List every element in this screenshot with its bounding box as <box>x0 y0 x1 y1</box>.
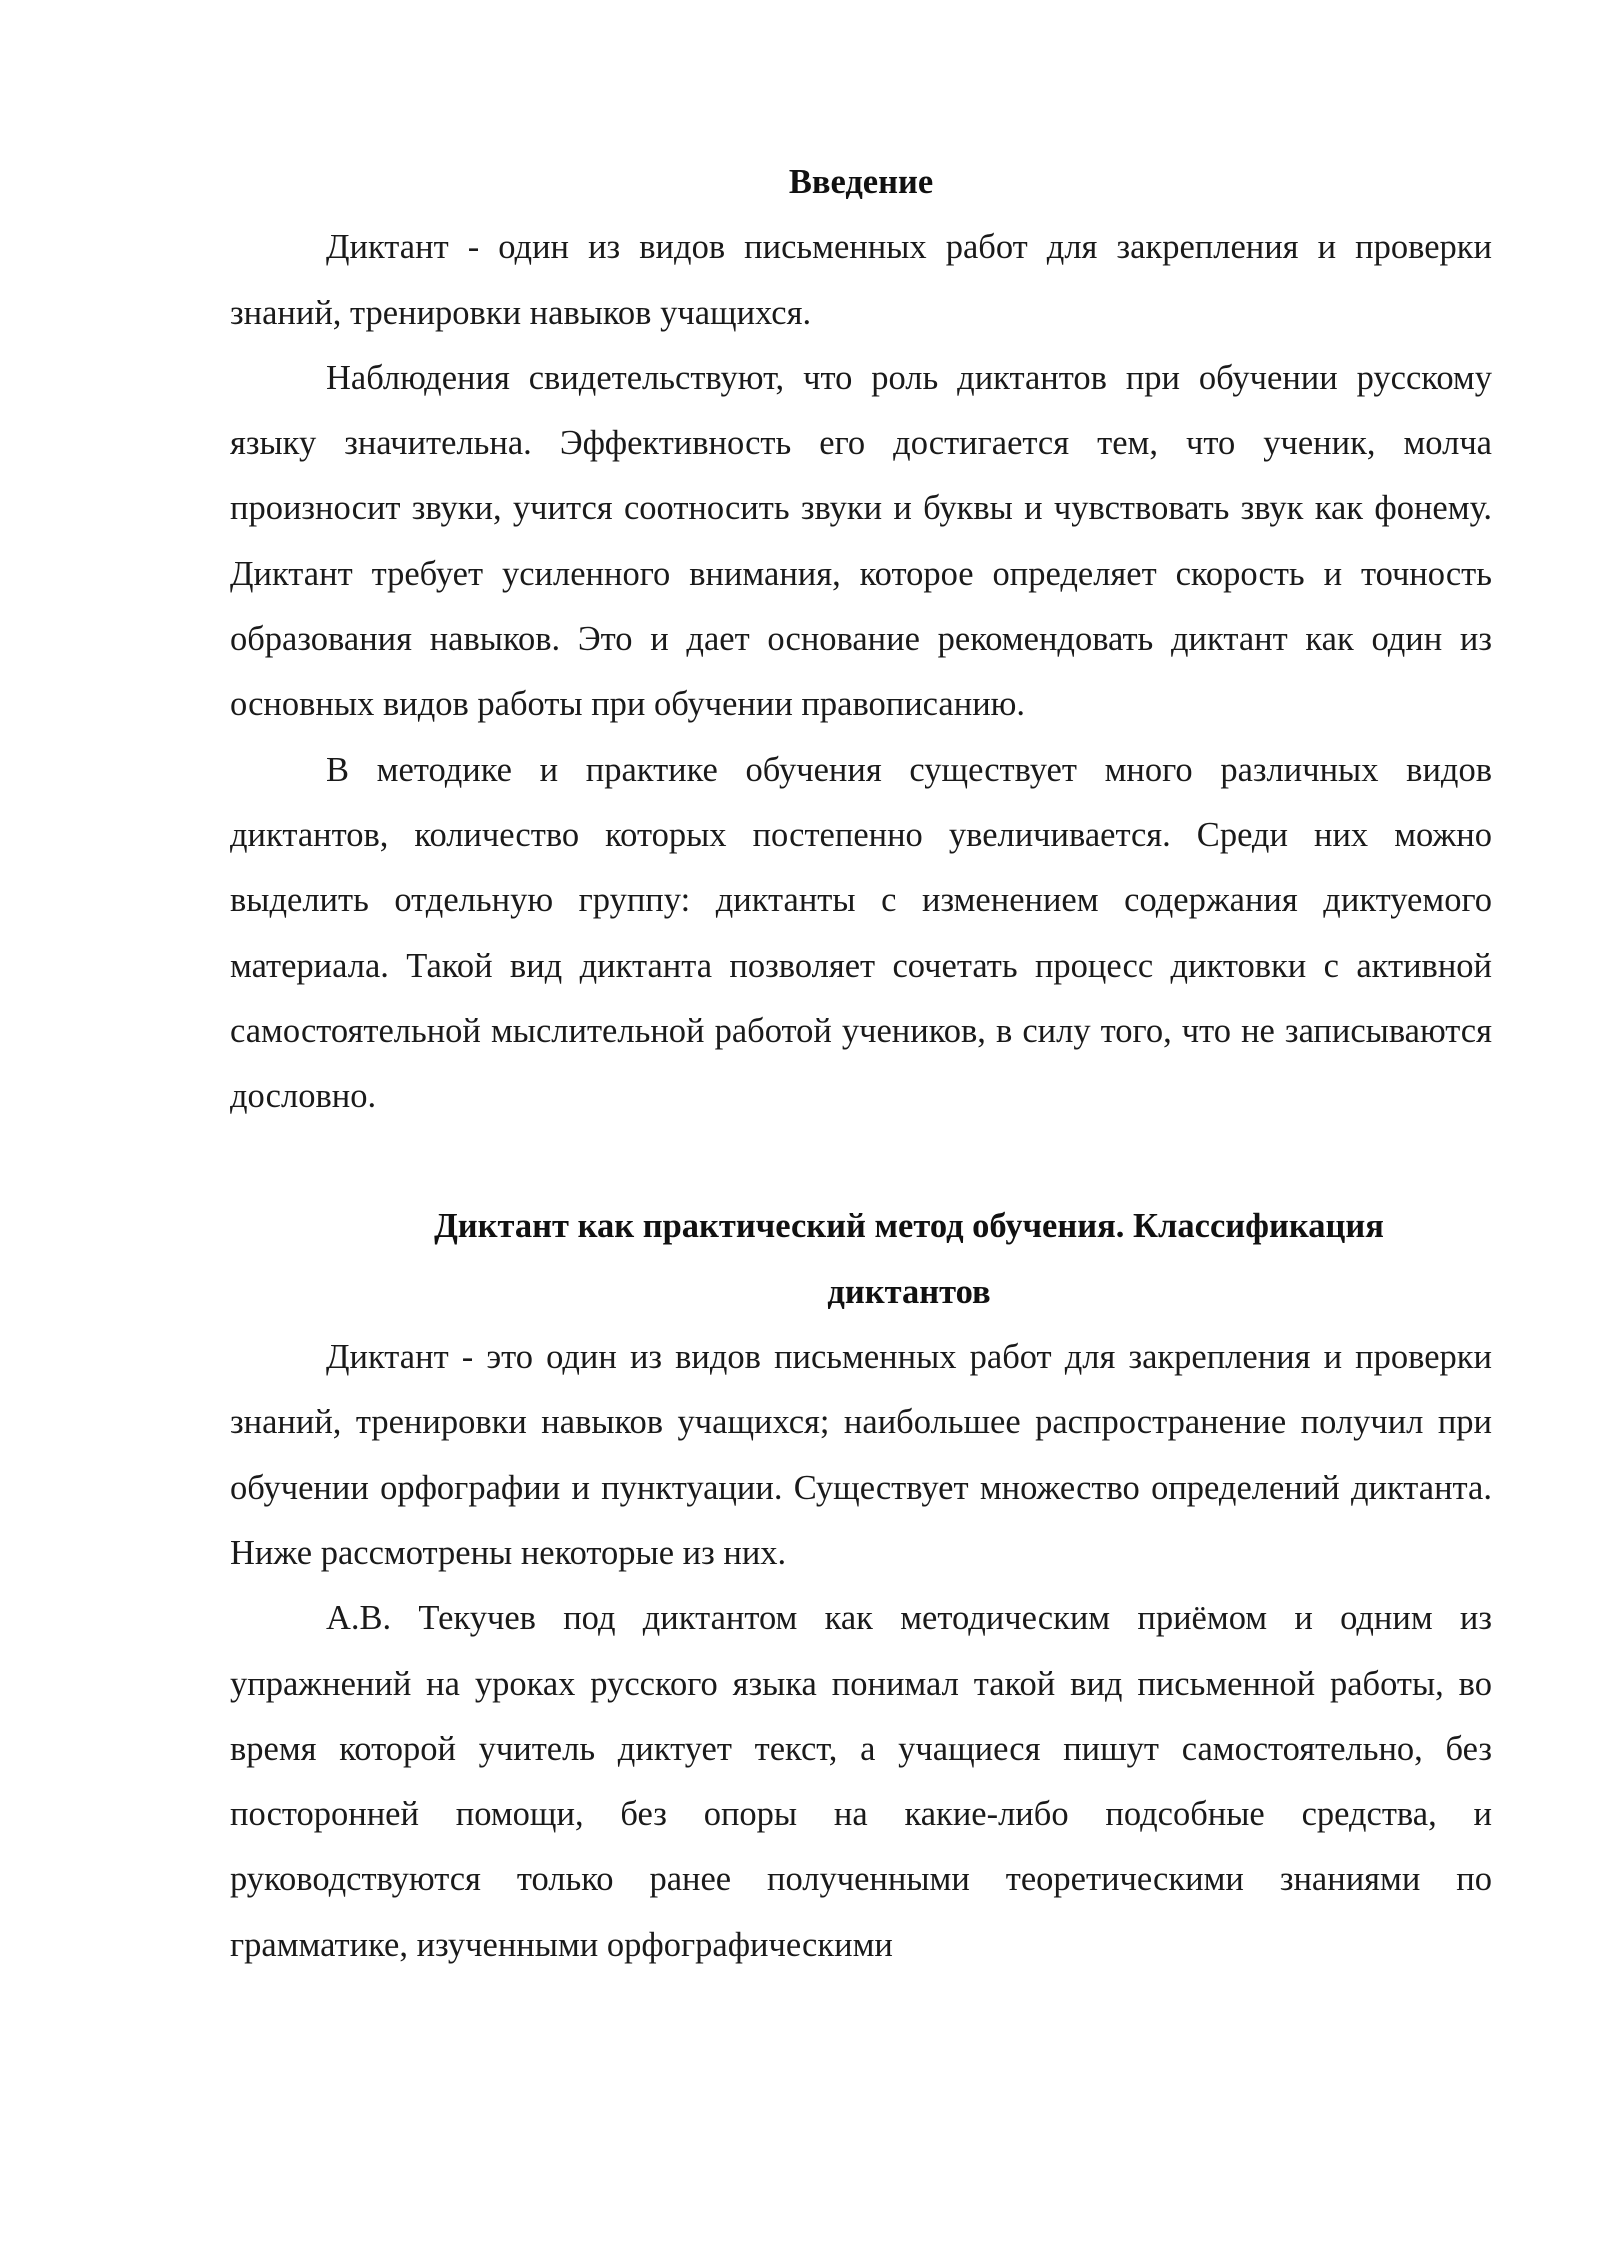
section-paragraph-1: Диктант - это один из видов письменных работ для закрепления и проверки знаний, тренировки навыков учащихся; наибольшее распространение получил при обучении орфографии и пунктуации. Существует множество определений диктанта. Ниже рассмотрены некоторые из них. <box>230 1338 1492 1572</box>
intro-paragraph-1: Диктант - один из видов письменных работ для закрепления и проверки знаний, тренировки навыков учащихся. <box>230 228 1492 332</box>
section-heading-line-1: Диктант как практический метод обучения. Классификация <box>434 1207 1384 1246</box>
section-heading <box>230 1194 1492 1325</box>
intro-paragraph-2: Наблюдения свидетельствуют, что роль диктантов при обучении русскому языку значительна. Эффективность его достигается тем, что ученик, молча произносит звуки, учится соотносить звуки и буквы и чувствовать звук как фонему. Диктант требует усиленного внимания, которое определяет скорость и точность образования навыков. Это и дает основание рекомендовать диктант как один из основных видов работы при обучении правописанию. <box>230 358 1492 724</box>
intro-paragraph-3: В методике и практике обучения существует много различных видов диктантов, количество которых постепенно увеличивается. Среди них можно выделить отдельную группу: диктанты с изменением содержания диктуемого материала. Такой вид диктанта позволяет сочетать процесс диктовки с активной самостоятельной мыслительной работой учеников, в силу того, что не записываются дословно. <box>230 750 1492 1116</box>
intro-heading: Введение <box>788 163 934 201</box>
section-paragraph-2: А.В. Текучев под диктантом как методическим приёмом и одним из упражнений на уроках русского языка понимал такой вид письменной работы, во время которой учитель диктует текст, а учащиеся пишут самостоятельно, без посторонней помощи, без опоры на какие-либо подсобные средства, и руководствуются только ранее полученными теоретическими знаниями по грамматике, изученными орфографическими <box>230 1599 1492 1964</box>
section-heading-line-2: диктантов <box>827 1272 991 1311</box>
document-body <box>230 150 1492 1978</box>
